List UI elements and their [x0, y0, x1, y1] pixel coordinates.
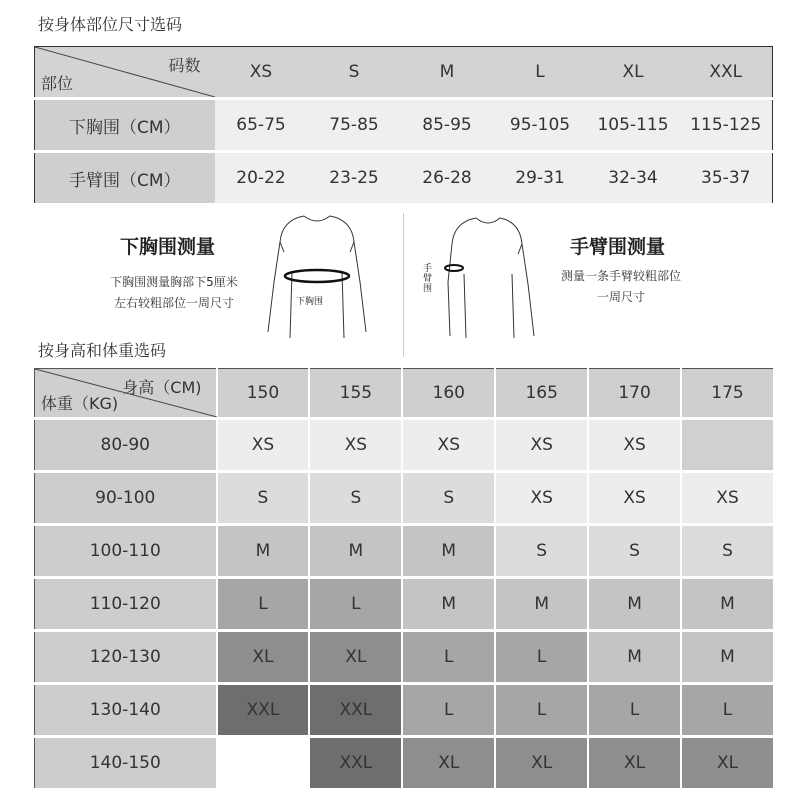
table-row — [35, 684, 775, 737]
size-cell: M — [681, 578, 774, 631]
size-cell: L — [309, 578, 402, 631]
weight-label: 140-150 — [35, 737, 217, 790]
size-cell: M — [309, 525, 402, 578]
size-cell: L — [402, 631, 495, 684]
size-cell: XS — [402, 419, 495, 472]
size-cell: S — [681, 525, 774, 578]
height-weight-table — [34, 368, 775, 791]
table-cell: 35-37 — [680, 152, 773, 205]
size-cell: L — [402, 684, 495, 737]
size-cell: L — [217, 578, 310, 631]
corner-part-label: 部位 — [41, 74, 74, 93]
arm-measure-title: 手臂围测量 — [570, 236, 666, 258]
size-cell: S — [309, 472, 402, 525]
size-cell: L — [495, 684, 588, 737]
size-cell: M — [402, 525, 495, 578]
size-cell: XS — [681, 472, 774, 525]
size-cell: XL — [217, 631, 310, 684]
table-cell: 105-115 — [587, 99, 680, 152]
arm-desc-line2: 一周尺寸 — [596, 290, 645, 304]
size-cell: L — [588, 684, 681, 737]
chest-desc-line2: 左右较粗部位一周尺寸 — [113, 296, 234, 310]
table-cell: 95-105 — [494, 99, 587, 152]
arm-body-illustration — [436, 212, 536, 340]
size-header: S — [308, 47, 401, 99]
chest-illustration-label: 下胸围 — [296, 297, 324, 307]
size-cell: L — [495, 631, 588, 684]
size-cell: S — [402, 472, 495, 525]
table-cell: 29-31 — [494, 152, 587, 205]
corner-height-label: 身高（CM) — [122, 378, 202, 397]
arm-label-char1: 手 — [423, 264, 433, 274]
table-row — [35, 525, 775, 578]
divider — [403, 213, 404, 357]
size-cell: S — [217, 472, 310, 525]
table-cell: 20-22 — [215, 152, 308, 205]
table-cell: 75-85 — [308, 99, 401, 152]
size-cell: S — [588, 525, 681, 578]
chest-measure-title: 下胸围测量 — [120, 236, 216, 258]
arm-illustration-label — [423, 264, 433, 294]
size-cell: M — [681, 631, 774, 684]
table-cell: 26-28 — [401, 152, 494, 205]
size-cell: M — [402, 578, 495, 631]
weight-label: 110-120 — [35, 578, 217, 631]
size-cell: XXL — [309, 737, 402, 790]
height-header: 155 — [309, 369, 402, 419]
size-cell: XS — [495, 419, 588, 472]
size-header: XL — [587, 47, 680, 99]
size-cell: M — [495, 578, 588, 631]
weight-label: 90-100 — [35, 472, 217, 525]
table-row — [35, 631, 775, 684]
size-cell: XS — [588, 419, 681, 472]
arm-label-char3: 围 — [423, 284, 433, 294]
weight-label: 100-110 — [35, 525, 217, 578]
size-cell: XS — [495, 472, 588, 525]
chest-body-illustration — [262, 212, 372, 340]
size-cell: L — [681, 684, 774, 737]
arm-measure-desc — [530, 266, 712, 308]
size-cell: XXL — [217, 684, 310, 737]
size-cell: XL — [681, 737, 774, 790]
table-cell: 85-95 — [401, 99, 494, 152]
size-cell: XL — [402, 737, 495, 790]
size-header: XS — [215, 47, 308, 99]
size-cell: XL — [588, 737, 681, 790]
corner-size-label: 码数 — [168, 56, 201, 75]
table-cell: 115-125 — [680, 99, 773, 152]
weight-label: 130-140 — [35, 684, 217, 737]
size-header: XXL — [680, 47, 773, 99]
size-cell: M — [588, 631, 681, 684]
table-row — [35, 737, 775, 790]
arm-label-char2: 臂 — [423, 274, 433, 284]
arm-desc-line1: 测量一条手臂较粗部位 — [560, 269, 681, 283]
section1-title: 按身体部位尺寸选码 — [38, 15, 183, 34]
size-cell: XXL — [309, 684, 402, 737]
height-header: 165 — [495, 369, 588, 419]
table-cell: 65-75 — [215, 99, 308, 152]
height-header: 170 — [588, 369, 681, 419]
table-row — [35, 472, 775, 525]
size-cell: S — [495, 525, 588, 578]
size-cell: XS — [309, 419, 402, 472]
size-cell: M — [588, 578, 681, 631]
size-cell — [681, 419, 774, 472]
size-cell — [217, 737, 310, 790]
table-cell: 23-25 — [308, 152, 401, 205]
chest-measure-desc — [84, 272, 264, 314]
size-header: L — [494, 47, 587, 99]
chest-desc-line1: 下胸围测量胸部下5厘米 — [110, 275, 238, 289]
weight-label: 120-130 — [35, 631, 217, 684]
corner-weight-label: 体重（KG) — [41, 394, 119, 413]
table-cell: 32-34 — [587, 152, 680, 205]
height-header: 150 — [217, 369, 310, 419]
height-header: 160 — [402, 369, 495, 419]
table-row — [35, 419, 775, 472]
weight-label: 80-90 — [35, 419, 217, 472]
size-cell: XL — [309, 631, 402, 684]
size-cell: M — [217, 525, 310, 578]
size-cell: XS — [217, 419, 310, 472]
table-row — [35, 578, 775, 631]
body-size-table — [34, 46, 773, 206]
height-header: 175 — [681, 369, 774, 419]
row-label-chest: 下胸围（CM） — [35, 99, 215, 152]
table2-corner — [35, 369, 217, 419]
size-cell: XL — [495, 737, 588, 790]
row-label-arm: 手臂围（CM） — [35, 152, 215, 205]
size-header: M — [401, 47, 494, 99]
size-cell: XS — [588, 472, 681, 525]
section2-title: 按身高和体重选码 — [38, 341, 167, 360]
table1-corner — [35, 47, 215, 99]
